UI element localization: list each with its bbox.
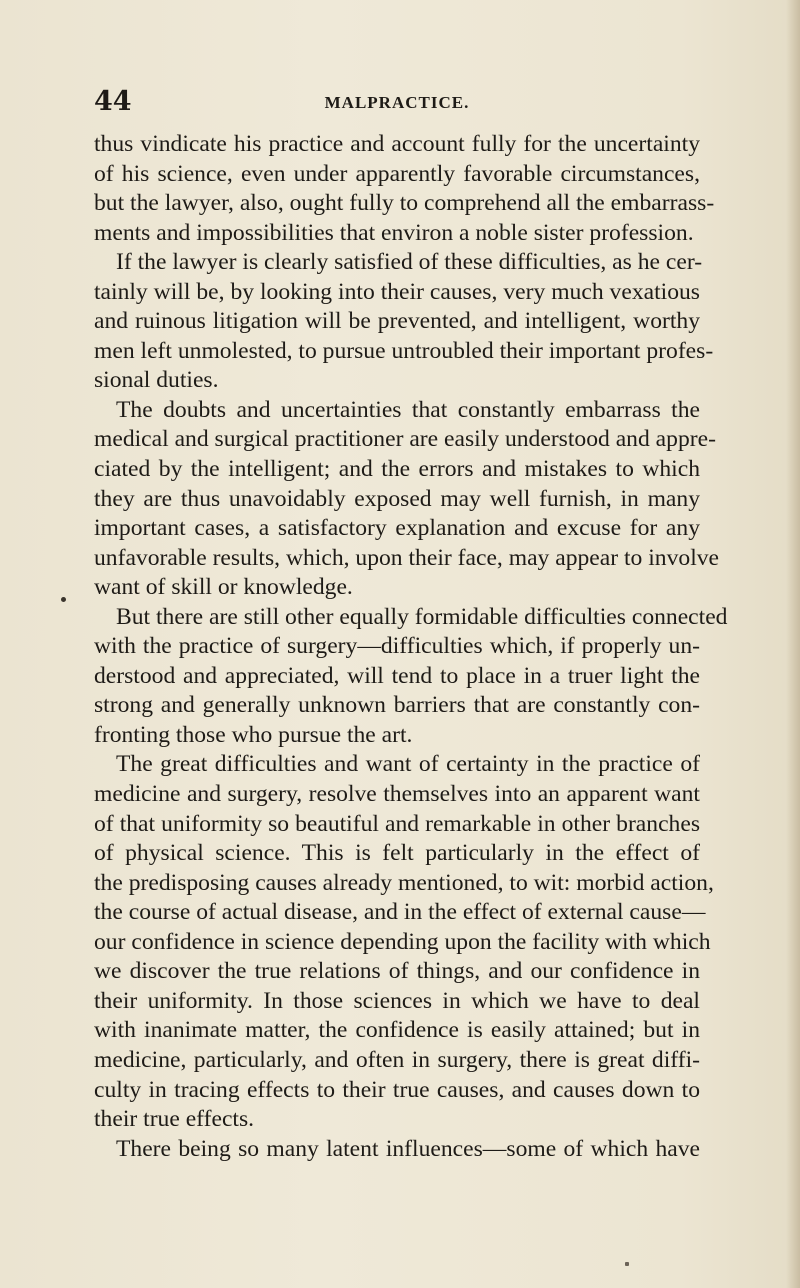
text-line: our confidence in science depending upon the facility with which [94,928,711,955]
page-number: 44 [94,86,132,117]
page-edge-shadow [786,0,800,1288]
text-line: unfavorable results, which, upon their face, may appear to involve [94,544,720,571]
text-line: ments and impossibilities that environ a noble sister profession. [94,219,694,246]
text-line: culty in tracing effects to their true causes, and causes down to [94,1076,700,1103]
text-line: ciated by the intelligent; and the errors and mistakes to which [94,456,700,483]
text-line: the predisposing causes already mentioned, to wit: morbid action, [94,869,714,896]
text-line: of his science, even under apparently favorable circumstances, [94,160,700,187]
text-line: The doubts and uncertainties that constantly embarrass the [116,396,700,423]
text-line: There being so many latent influences—some of which have [116,1135,700,1162]
text-line: The great difficulties and want of certainty in the practice of [116,751,700,778]
text-line: and ruinous litigation will be prevented, and intelligent, worthy [94,308,700,335]
margin-speck [625,1262,629,1266]
text-line: with inanimate matter, the confidence is easily attained; but in [94,1017,700,1044]
text-line: derstood and appreciated, will tend to place in a truer light the [94,662,700,689]
text-line: of that uniformity so beautiful and remarkable in other branches [94,810,700,837]
text-line: medicine and surgery, resolve themselves into an apparent want [94,781,700,808]
text-line: strong and generally unknown barriers that are constantly con- [94,692,700,719]
text-line: important cases, a satisfactory explanation and excuse for any [94,515,700,542]
text-line: of physical science. This is felt particularly in the effect of [94,840,700,867]
text-line: medicine, particularly, and often in surgery, there is great diffi- [94,1046,700,1073]
text-line: tainly will be, by looking into their causes, very much vexatious [94,278,700,305]
text-line: If the lawyer is clearly satisfied of these difficulties, as he cer- [116,249,703,276]
text-line: But there are still other equally formidable difficulties connected [116,603,728,630]
text-line: their uniformity. In those sciences in which we have to deal [94,987,700,1014]
text-line: want of skill or knowledge. [94,574,353,601]
text-line: thus vindicate his practice and account fully for the uncertainty [94,131,700,157]
text-line: but the lawyer, also, ought fully to comprehend all the embarrass- [94,190,715,217]
text-line: sional duties. [94,367,219,394]
text-line: with the practice of surgery—difficulties which, if properly un- [94,633,700,660]
text-line: fronting those who pursue the art. [94,721,413,748]
text-line: medical and surgical practitioner are easily understood and appre- [94,426,716,453]
text-line: they are thus unavoidably exposed may well furnish, in many [94,485,700,512]
text-line: men left unmolested, to pursue untroubled their important profes- [94,337,714,364]
running-head: MALPRACTICE. [324,93,470,112]
body-text [94,130,728,1164]
page-header [94,86,700,116]
text-line: we discover the true relations of things, and our confidence in [94,958,700,985]
margin-dot [61,597,66,602]
text-line: their true effects. [94,1106,255,1133]
text-line: the course of actual disease, and in the effect of external cause— [94,899,706,926]
